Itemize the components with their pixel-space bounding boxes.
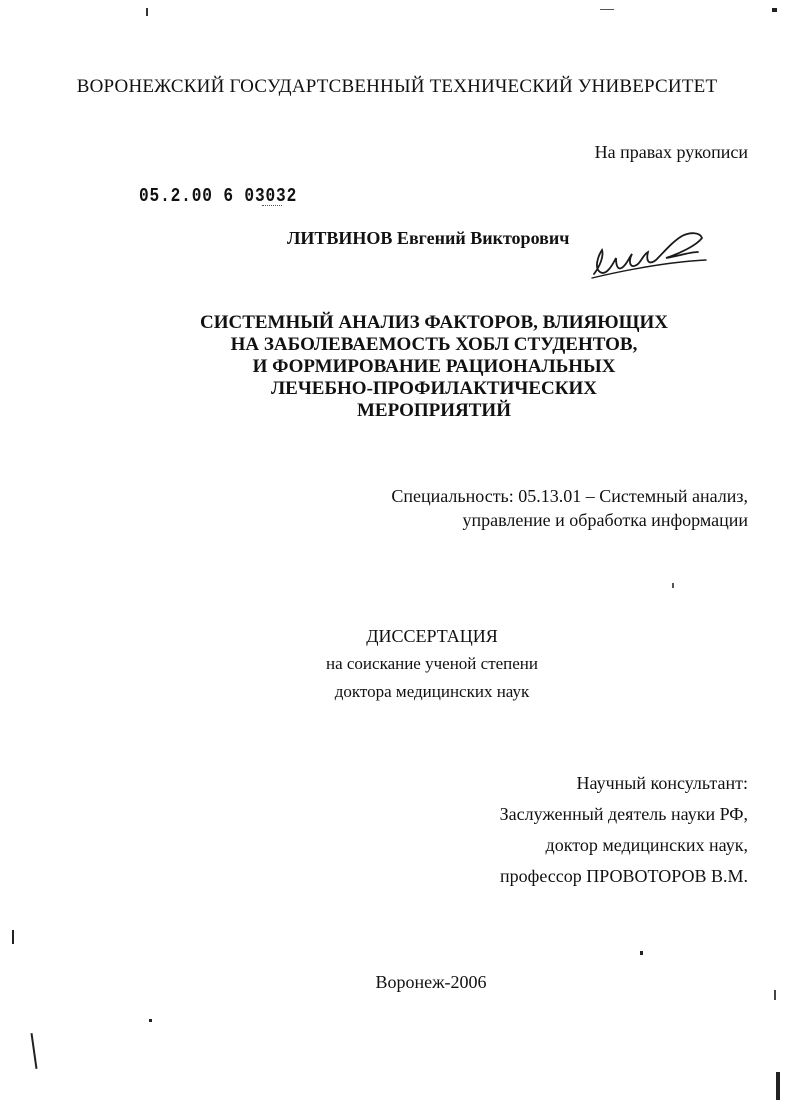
scan-mark: [672, 583, 674, 588]
specialty-line: управление и обработка информации: [462, 510, 748, 530]
consultant-title: Заслуженный деятель науки РФ,: [499, 804, 748, 824]
document-type: ДИССЕРТАЦИЯ: [366, 626, 498, 646]
consultant-block: [500, 768, 748, 892]
scan-mark: [776, 1072, 780, 1100]
scan-mark: [600, 9, 614, 10]
signature-image: [586, 226, 716, 286]
scan-mark: [772, 8, 777, 12]
specialty-line: Специальность: 05.13.01 – Системный анализ,: [391, 486, 748, 506]
rights-note: На правах рукописи: [594, 142, 748, 162]
scan-mark: [149, 1019, 152, 1022]
author-name: ЛИТВИНОВ Евгений Викторович: [287, 228, 570, 248]
scan-mark: [774, 990, 776, 1000]
degree-line: на соискание ученой степени: [325, 654, 539, 673]
degree-block: [0, 622, 794, 706]
specialty-block: [391, 484, 748, 532]
scan-mark: [640, 951, 643, 955]
title-line: СИСТЕМНЫЙ АНАЛИЗ ФАКТОРОВ, ВЛИЯЮЩИХ: [199, 312, 669, 333]
scan-mark: [12, 930, 14, 944]
university-name: ВОРОНЕЖСКИЙ ГОСУДАРТСВЕННЫЙ ТЕХНИЧЕСКИЙ УНИВЕРСИТЕТ: [76, 76, 718, 97]
scan-mark: [31, 1033, 38, 1069]
degree-line: доктора медицинских наук: [334, 682, 530, 701]
title-line: МЕРОПРИЯТИЙ: [357, 400, 511, 421]
consultant-name: профессор ПРОВОТОРОВ В.М.: [500, 866, 748, 886]
consultant-label: Научный консультант:: [576, 773, 748, 793]
city-year: Воронеж-2006: [375, 972, 487, 992]
dissertation-title: [0, 312, 794, 422]
title-line: И ФОРМИРОВАНИЕ РАЦИОНАЛЬНЫХ: [252, 356, 616, 377]
stamp-number: 05.2.00 6 03032: [139, 185, 298, 207]
scan-mark: [146, 8, 148, 16]
title-line: НА ЗАБОЛЕВАЕМОСТЬ ХОБЛ СТУДЕНТОВ,: [230, 334, 638, 355]
scan-mark: [262, 205, 282, 214]
consultant-title: доктор медицинских наук,: [545, 835, 748, 855]
title-line: ЛЕЧЕБНО-ПРОФИЛАКТИЧЕСКИХ: [271, 378, 597, 399]
